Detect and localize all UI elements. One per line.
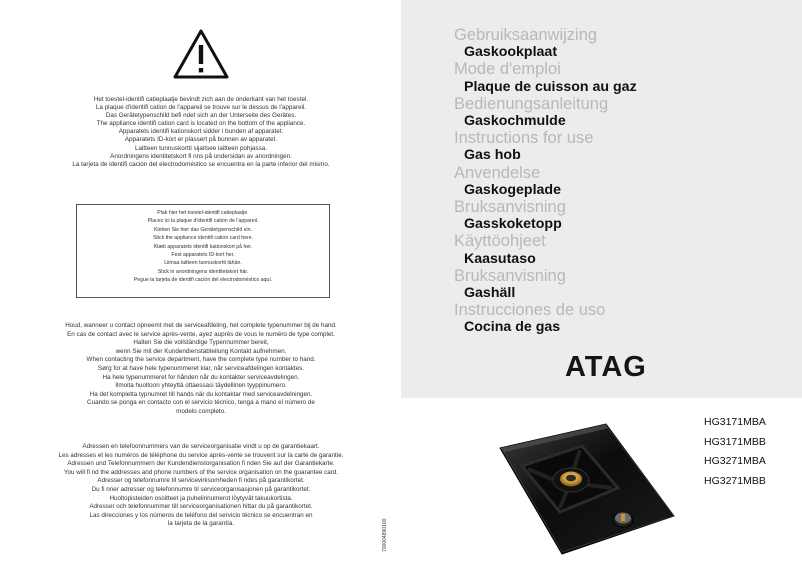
- text-line: Halten Sie die vollständige Typennummer bereit,: [133, 339, 269, 347]
- product-name-fi: Kaasutaso: [464, 250, 536, 267]
- model-number: HG3271MBB: [704, 474, 766, 487]
- contact-service-text: [20, 322, 382, 417]
- model-number: HG3271MBA: [704, 455, 766, 467]
- text-line: Apparatets identifi kationskort sidder i bunden af apparatet.: [118, 128, 284, 136]
- text-line: Ilmoita huoltoon yhteyttä ottaessasi täydellinen tyyppinumero.: [115, 382, 287, 390]
- text-line: Plak hier het toestel-identifi catieplaatje.: [157, 210, 249, 216]
- text-line: Liimaa laitteen tunnuskortti tähän.: [164, 260, 242, 267]
- text-line: Huoltopisteiden osoitteet ja puhelinnumerot löytyvät takuukortista.: [109, 494, 293, 502]
- product-name-es: Cocina de gas: [464, 319, 561, 336]
- warning-triangle-icon: [172, 28, 230, 80]
- text-line: wenn Sie mit der Kundendienstabteilung Kontakt aufnehmen.: [115, 347, 287, 355]
- text-line: modelo completo.: [176, 407, 226, 415]
- text-line: Kleben Sie hier das Gerätetypenschild ein.: [153, 226, 253, 233]
- product-name-nl: Gaskookplaat: [464, 44, 558, 61]
- manual-title-de: Bedienungsanleitung: [454, 94, 609, 113]
- identification-sticker-box: [76, 204, 330, 298]
- product-name-da: Gaskogeplade: [464, 181, 561, 198]
- text-line: Les adresses et les numéros de téléphone du service après-vente se trouvent sur la carte de garantie.: [58, 451, 344, 459]
- manual-title-da: Anvendelse: [454, 163, 541, 182]
- manual-title-en: Instructions for use: [454, 129, 594, 148]
- text-line: Pegue la tarjeta de identifi cación del electrodoméstico aquí.: [133, 277, 273, 284]
- manual-title-nl: Gebruiksaanwijzing: [454, 26, 598, 44]
- manual-title-es: Instrucciones de uso: [454, 301, 606, 320]
- text-line: Ha hele typenummeret for hånden når du kontakter serviceavdelingen.: [102, 373, 300, 381]
- model-number: HG3171MBA: [704, 416, 766, 428]
- atag-logo: ATAG: [565, 351, 647, 383]
- gas-hob-image: [478, 422, 678, 562]
- text-line: Stick the appliance identifi cation card here.: [152, 235, 254, 242]
- model-number: HG3171MBB: [704, 435, 766, 448]
- text-line: la tarjeta de la garantía.: [167, 520, 235, 528]
- text-line: When contacting the service department, have the complete type number to hand.: [86, 356, 316, 364]
- service-address-text: [20, 443, 382, 529]
- plate-location-text: [20, 96, 382, 169]
- product-name-no: Gasskoketopp: [464, 216, 562, 233]
- product-name-de: Gaskochmulde: [464, 113, 566, 130]
- text-line: Het toestel-identifi catieplaatje bevindt zich aan de onderkant van het toestel.: [93, 96, 309, 103]
- manual-title-fr: Mode d'emploi: [454, 60, 561, 79]
- product-name-en: Gas hob: [464, 147, 521, 164]
- text-line: The appliance identifi cation card is located on the bottom of the appliance.: [96, 120, 306, 128]
- text-line: Stick in anordningens identitetskort här.: [157, 268, 249, 275]
- manual-title-fi: Käyttöohjeet: [454, 232, 546, 251]
- text-line: Adressen en telefoonnummers van de serviceorganisatie vindt u op de garantiekaart.: [82, 443, 320, 450]
- text-line: En cas de contact avec le service après-vente, ayez auprès de vous le numéro de type complet.: [67, 330, 335, 338]
- text-line: Du fi nner adresser og telefonnumre til serviceorganisasjonen på garantikortet.: [91, 485, 311, 493]
- product-name-fr: Plaque de cuisson au gaz: [464, 78, 637, 95]
- text-line: Adressen und Telefonnummern der Kundendienstorganisation fi nden Sie auf der Garantiekarte.: [67, 460, 335, 468]
- language-title-list: [454, 27, 794, 337]
- text-line: Las direcciones y los números de teléfono del servicio técnico se encuentran en: [89, 511, 313, 519]
- control-knob-icon: [613, 513, 633, 528]
- text-line: Fest apparatets ID-kort her.: [171, 252, 235, 259]
- text-line: Anordningens identitetskort fi nns på undersidan av anordningen.: [110, 152, 292, 160]
- text-line: Laitteen tunnuskortti sijaitsee laitteen pohjassa.: [135, 144, 267, 152]
- text-line: Houd, wanneer u contact opneemt met de serviceafdeling, het complete typenummer bij de hand.: [65, 322, 337, 329]
- manual-title-no: Bruksanvisning: [454, 198, 566, 217]
- text-line: Apparatets ID-kort er plassert på bunnen av apparatet.: [124, 136, 278, 144]
- text-line: Cuando se ponga en contacto con el servicio técnico, tenga a mano el número de: [87, 399, 315, 407]
- text-line: La tarjeta de identifi cación del electrodoméstico se encuentra en la parte inferior del mismo.: [72, 160, 330, 168]
- text-line: Adresser och telefonnummer till serviceorganisationen hittar du på garantikortet.: [89, 503, 313, 511]
- text-line: La plaque d'identifi cation de l'appareil se trouve sur le dessus de l'appareil.: [95, 104, 307, 112]
- text-line: Placez ici la plaque d'identifi cation de l'appareil.: [147, 218, 259, 225]
- model-number-list: [704, 413, 766, 491]
- text-line: Sørg for at have hele typenummeret klar, når serviceafdelingen kontaktes.: [97, 364, 305, 372]
- text-line: Das Gerätetypenschild befi ndet sich an der Unterseite des Gerätes.: [105, 112, 297, 120]
- manual-title-sv: Bruksanvisning: [454, 266, 566, 285]
- text-line: You will fi nd the addresses and phone numbers of the service organisation on the guarantee card.: [63, 468, 339, 476]
- product-name-sv: Gashäll: [464, 285, 516, 302]
- text-line: Ha det kompletta typnumret till hands när du kontaktar med serviceavdelningen.: [89, 390, 313, 398]
- text-line: Klæb apparatets identifi kationskort på her.: [153, 243, 253, 250]
- text-line: Adresser og telefonnumre til servicevirksomheden fi ndes på garantikortet.: [97, 477, 305, 485]
- document-code: 700004890100: [382, 518, 388, 552]
